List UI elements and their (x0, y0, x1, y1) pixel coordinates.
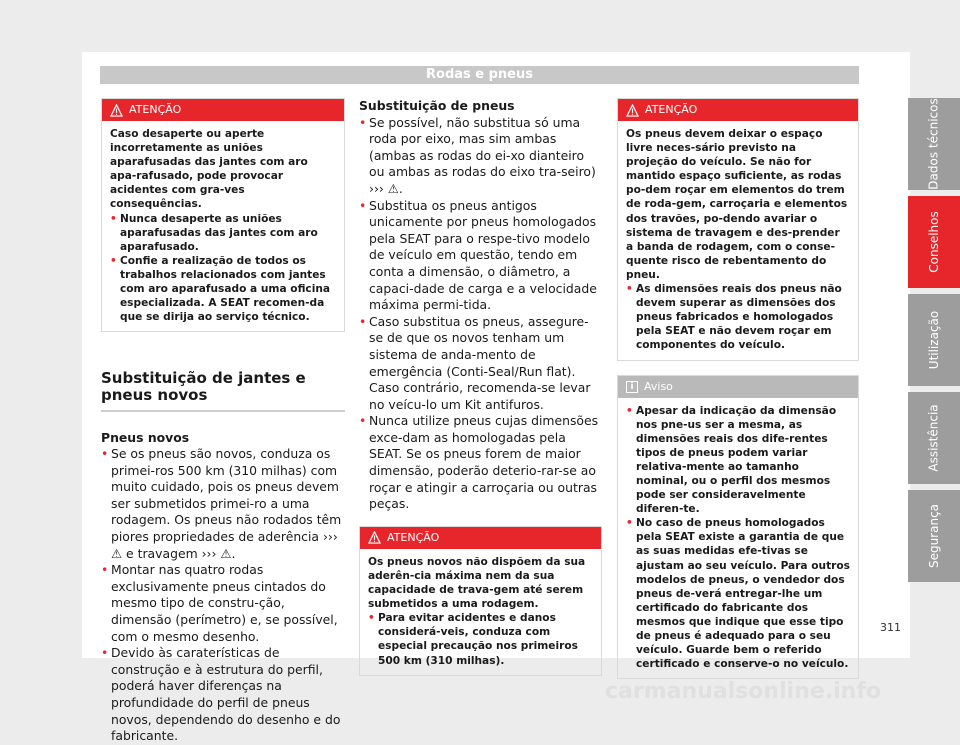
warning-bullet: • Para evitar acidentes e danos considerá-veis, conduza com especial precaução nos primeiros 500 km (310 milhas). (368, 612, 578, 667)
warning-label: ATENÇÃO (645, 103, 698, 116)
warning-triangle-icon (110, 104, 123, 117)
column-3 (617, 98, 859, 679)
warning-box (617, 98, 859, 361)
column-1 (101, 98, 345, 745)
subheading: Substituição de pneus (359, 98, 515, 113)
subheading: Pneus novos (101, 429, 190, 445)
tab-seguranca[interactable]: Segurança (908, 490, 960, 582)
warning-bullet: • Confie a realização de todos os trabalhos relacionados com jantes com aro aparafusado a uma oficina especializada. A SEAT recomen-da que se dirija ao serviço técnico. (110, 254, 331, 324)
info-icon: i (626, 381, 638, 393)
warning-box (101, 98, 345, 332)
section-title: Substituição de jantes e pneus novos (101, 370, 345, 411)
note-bullet: • No caso de pneus homologados pela SEAT existe a garantia de que as suas medidas efe-tivas se ajustam ao seu veículo. Para outros modelos de pneus, o vendedor dos pneus de-verá entregar-lhe um certificado do fabricante dos mesmos que indique que esse tipo de pneus é adequado para o seu veículo. Guarde bem o referido certificado e conserve-o no veículo. (626, 517, 850, 671)
warning-header (360, 527, 601, 549)
list-item: • Se possível, não substitua só uma roda por eixo, mas sim ambas (ambas as rodas do ei-xo dianteiro ou ambas as rodas do eixo tra-seiro) ››› ⚠. (359, 114, 596, 196)
note-box (617, 375, 859, 680)
warning-text: Caso desaperte ou aperte incorretamente as uniões aparafusadas das jantes com aro apa-rafusado, pode provocar acidentes com gra-ves consequências. (110, 128, 308, 211)
list-item: • Devido às caraterísticas de construção e à estrutura do perfil, poderá haver diferenças na profundidade do perfil de pneus novos, dependendo do desenho e do fabricante. (101, 645, 341, 744)
list-item: • Caso substitua os pneus, assegure-se de que os novos tenham um sistema de anda-mento de emergência (Conti-Seal/Run flat). Caso contrário, recomenda-se levar no veícu-lo um Kit antifuros. (359, 313, 591, 412)
list-item: • Nunca utilize pneus cujas dimensões exce-dam as homologadas pela SEAT. Se os pneus forem de maior dimensão, poderão deterio-rar-se ao roçar e atingir a carroçaria ou outras peças. (359, 413, 599, 512)
warning-triangle-icon (368, 531, 381, 544)
page-number: 311 (880, 621, 901, 634)
list-item: • Substitua os pneus antigos unicamente por pneus homologados pela SEAT para o respe-tivo modelo de veículo em questão, tendo em conta a dimensão, o diâmetro, a capaci-dade de carga e a velocidade máxima permi-tida. (359, 197, 597, 313)
page-header: Rodas e pneus (100, 66, 859, 84)
list-item: • Montar nas quatro rodas exclusivamente pneus cintados do mesmo tipo de constru-ção, dimensão (perímetro) e, se possível, com o mesmo desenho. (101, 562, 338, 644)
column-2 (359, 98, 602, 676)
tab-conselhos[interactable]: Conselhos (908, 196, 960, 288)
warning-label: ATENÇÃO (129, 103, 182, 116)
warning-bullet: • As dimensões reais dos pneus não devem superar as dimensões dos pneus fabricados e homologados pela SEAT e não devem roçar em componentes do veículo. (626, 283, 842, 352)
warning-bullet: • Nunca desaperte as uniões aparafusadas das jantes com aro aparafusado. (110, 212, 318, 253)
watermark: carmanualsonline.info (605, 679, 881, 704)
note-bullet: • Apesar da indicação da dimensão nos pne-us ser a mesma, as dimensões reais dos dife-rentes tipos de pneus podem variar relativa-mente ao tamanho nominal, ou o perfil dos mesmos pode ser consideravelmente diferen-te. (626, 404, 837, 516)
warning-text: Os pneus devem deixar o espaço livre neces-sário previsto na projeção do veículo. Se não for mantido espaço suficiente, as rodas po-dem roçar em elementos do trem de roda-gem, carroçaria e elementos dos travões, po-dendo avariar o sistema de travagem e des-prender a banda de rodagem, com o conse-quente risco de rebentamento do pneu. (626, 128, 848, 281)
warning-header (102, 99, 344, 121)
warning-text: Os pneus novos não dispõem da sua aderên-cia máxima nem da sua capacidade de trava-gem até serem submetidos a uma rodagem. (368, 555, 586, 611)
warning-box (359, 526, 602, 676)
note-label: Aviso (644, 379, 673, 393)
warning-header (618, 99, 858, 121)
tab-dados-tecnicos[interactable]: Dados técnicos (908, 98, 960, 190)
tab-utilizacao[interactable]: Utilização (908, 294, 960, 386)
list-item: • Se os pneus são novos, conduza os primei-ros 500 km (310 milhas) com muito cuidado, pois os pneus devem ser submetidos primei-ro a uma rodagem. Os pneus não rodados têm piores propriedades de aderência ››› ⚠ e travagem ››› ⚠. (101, 446, 342, 561)
warning-triangle-icon (626, 104, 639, 117)
tab-assistencia[interactable]: Assistência (908, 392, 960, 484)
warning-label: ATENÇÃO (387, 530, 440, 544)
note-header (618, 376, 858, 398)
